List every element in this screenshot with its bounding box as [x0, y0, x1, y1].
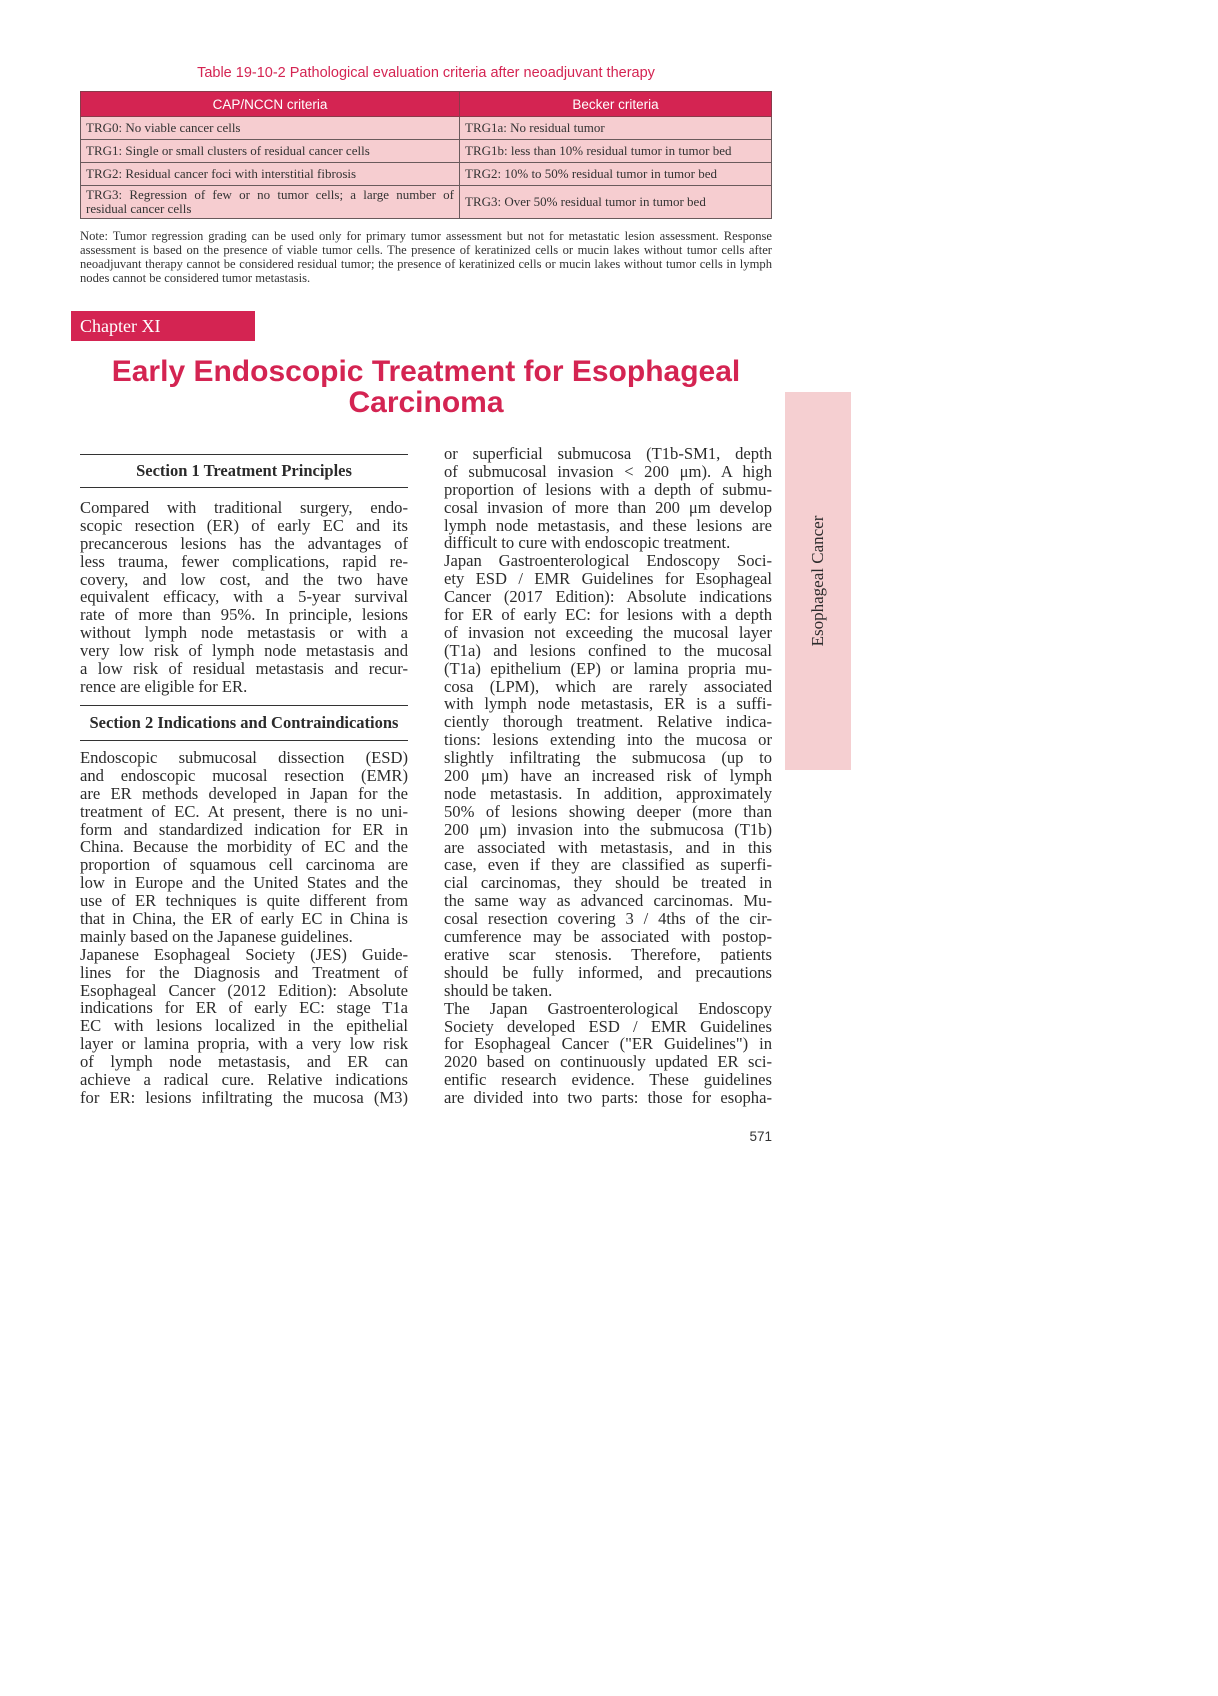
table-cell: TRG1: Single or small clusters of residual cancer cells — [81, 140, 460, 163]
text-line: Japanese Esophageal Society (JES) Guide- — [80, 944, 408, 964]
text-line: lymph node metastasis, and these lesions are — [444, 515, 772, 535]
text-line: are divided into two parts: those for esopha- — [444, 1088, 772, 1108]
table-cell: TRG2: Residual cancer foci with interstitial fibrosis — [81, 163, 460, 186]
text-line: indications for ER of early EC: stage T1a — [80, 998, 408, 1018]
text-line: case, even if they are classified as superfi- — [444, 855, 772, 875]
table-cell: TRG3: Regression of few or no tumor cells; a large number of residual cancer cells — [81, 186, 460, 219]
text-line: node metastasis. In addition, approximately — [444, 783, 772, 803]
text-line: difficult to cure with endoscopic treatment. — [444, 533, 731, 553]
text-line: the same way as advanced carcinomas. Mu- — [444, 891, 772, 911]
text-line: Japan Gastroenterological Endoscopy Soci- — [444, 551, 772, 571]
text-line: rence are eligible for ER. — [80, 676, 248, 696]
text-line: are associated with metastasis, and in this — [444, 837, 772, 857]
section1-heading: Section 1 Treatment Principles — [136, 461, 352, 480]
right-column — [444, 445, 772, 1107]
table-note: Note: Tumor regression grading can be used only for primary tumor assessment but not for metastatic lesion assessment. Response assessment is based on the presence of viable tumor cells. The presence of keratinized cells or mucin lakes without tumor cells after neoadjuvant therapy cannot be considered residual tumor; the presence of keratinized cells or mucin lakes without tumor cells in lymph nodes cannot be considered tumor metastasis. — [80, 229, 772, 285]
text-line: a low risk of residual metastasis and recur- — [80, 659, 408, 679]
text-line: 50% of lesions showing deeper (more than — [444, 801, 772, 821]
text-line: should be fully informed, and precautions — [444, 962, 772, 982]
text-line: erative scar stenosis. Therefore, patients — [444, 944, 772, 964]
text-line: cosal resection covering 3 / 4ths of the cir- — [444, 909, 772, 929]
text-line: scopic resection (ER) of early EC and its — [80, 515, 408, 535]
chapter-label: Chapter XI — [71, 311, 255, 341]
text-line: of submucosal invasion < 200 μm). A high — [444, 461, 772, 481]
text-line: ciently thorough treatment. Relative indica- — [444, 712, 772, 732]
text-line: (T1a) epithelium (EP) or lamina propria mu- — [444, 658, 772, 678]
text-line: Compared with traditional surgery, endo- — [80, 498, 408, 517]
paragraph — [80, 946, 408, 1107]
text-line: and endoscopic mucosal resection (EMR) — [80, 765, 408, 785]
text-line: cosal invasion of more than 200 μm develop — [444, 497, 772, 517]
text-line: mainly based on the Japanese guidelines. — [80, 926, 353, 946]
table-row — [81, 186, 772, 219]
text-line: form and standardized indication for ER in — [80, 819, 408, 839]
paragraph — [80, 499, 408, 696]
paragraph — [444, 1000, 772, 1107]
paragraph — [80, 749, 408, 946]
text-line: precancerous lesions has the advantages of — [80, 533, 408, 553]
text-line: covery, and low cost, and the two have — [80, 569, 408, 589]
text-line: entific research evidence. These guidelines — [444, 1070, 772, 1090]
text-line: equivalent efficacy, with a 5-year survival — [80, 587, 408, 607]
table-cell: TRG1a: No residual tumor — [460, 117, 772, 140]
text-line: cumference may be associated with postop- — [444, 927, 772, 947]
table-row — [81, 163, 772, 186]
section2-bottom-rule — [80, 740, 408, 741]
paragraph — [444, 552, 772, 999]
text-line: without lymph node metastasis or with a — [80, 623, 408, 643]
text-line: treatment of EC. At present, there is no uni- — [80, 801, 408, 821]
text-line: should be taken. — [444, 980, 553, 1000]
table-caption: Table 19-10-2 Pathological evaluation criteria after neoadjuvant therapy — [197, 65, 655, 81]
text-line: that in China, the ER of early EC in China is — [80, 909, 408, 929]
text-line: achieve a radical cure. Relative indications — [80, 1070, 408, 1090]
text-line: cosa (LPM), which are rarely associated — [444, 676, 772, 696]
text-line: or superficial submucosa (T1b-SM1, depth — [444, 444, 772, 463]
text-line: use of ER techniques is quite different from — [80, 891, 408, 911]
text-line: less trauma, fewer complications, rapid re- — [80, 551, 408, 571]
text-line: of invasion not exceeding the mucosal layer — [444, 622, 772, 642]
text-line: Cancer (2017 Edition): Absolute indications — [444, 587, 772, 607]
text-line: 200 μm) have an increased risk of lymph — [444, 766, 772, 786]
chapter-title — [80, 356, 772, 418]
text-line: for ER: lesions infiltrating the mucosa (M3) — [80, 1087, 408, 1107]
text-line: are ER methods developed in Japan for the — [80, 783, 408, 803]
text-line: rate of more than 95%. In principle, lesions — [80, 605, 408, 625]
text-line: lines for the Diagnosis and Treatment of — [80, 962, 408, 982]
text-line: layer or lamina propria, with a very low risk — [80, 1034, 408, 1054]
text-line: Society developed ESD / EMR Guidelines — [444, 1016, 772, 1036]
text-line: 2020 based on continuously updated ER sci- — [444, 1052, 772, 1072]
text-line: very low risk of lymph node metastasis and — [80, 641, 408, 661]
text-line: tions: lesions extending into the mucosa or — [444, 730, 772, 750]
text-line: Esophageal Cancer (2012 Edition): Absolute — [80, 980, 408, 1000]
text-line: slightly infiltrating the submucosa (up to — [444, 748, 772, 768]
criteria-table — [80, 91, 772, 219]
text-line: ety ESD / EMR Guidelines for Esophageal — [444, 569, 772, 589]
table-row — [81, 140, 772, 163]
text-line: Endoscopic submucosal dissection (ESD) — [80, 748, 408, 767]
text-line: for ER of early EC: for lesions with a depth — [444, 605, 772, 625]
table-cell: TRG3: Over 50% residual tumor in tumor bed — [460, 186, 772, 219]
table-cell: TRG0: No viable cancer cells — [81, 117, 460, 140]
text-line: of lymph node metastasis, and ER can — [80, 1052, 408, 1072]
table-row — [81, 117, 772, 140]
text-line: proportion of squamous cell carcinoma are — [80, 855, 408, 875]
left-column-section1 — [80, 499, 408, 696]
table-cell: TRG2: 10% to 50% residual tumor in tumor bed — [460, 163, 772, 186]
text-line: cial carcinomas, they should be treated in — [444, 873, 772, 893]
side-tab — [785, 392, 851, 770]
text-line: China. Because the morbidity of EC and the — [80, 837, 408, 857]
section2-heading: Section 2 Indications and Contraindications — [89, 713, 399, 732]
page-number: 571 — [749, 1129, 772, 1144]
section1-top-rule — [80, 454, 408, 455]
text-line: (T1a) and lesions confined to the mucosal — [444, 640, 772, 660]
table-header-becker: Becker criteria — [460, 92, 772, 117]
paragraph — [444, 445, 772, 552]
table-header-cap-nccn: CAP/NCCN criteria — [81, 92, 460, 117]
table-cell: TRG1b: less than 10% residual tumor in tumor bed — [460, 140, 772, 163]
text-line: for Esophageal Cancer ("ER Guidelines") in — [444, 1034, 772, 1054]
text-line: 200 μm) invasion into the submucosa (T1b) — [444, 819, 772, 839]
section1-bottom-rule — [80, 487, 408, 488]
text-line: with lymph node metastasis, ER is a suffi- — [444, 694, 772, 714]
side-tab-label: Esophageal Cancer — [808, 515, 827, 647]
chapter-title-line2: Carcinoma — [348, 386, 504, 419]
chapter-title-line1: Early Endoscopic Treatment for Esophageal — [111, 355, 741, 388]
text-line: proportion of lesions with a depth of submu- — [444, 479, 772, 499]
text-line: EC with lesions localized in the epithelial — [80, 1016, 408, 1036]
text-line: low in Europe and the United States and the — [80, 873, 408, 893]
table-header-row — [81, 92, 772, 117]
text-line: The Japan Gastroenterological Endoscopy — [444, 998, 772, 1018]
left-column-section2 — [80, 749, 408, 1107]
section2-top-rule — [80, 705, 408, 706]
